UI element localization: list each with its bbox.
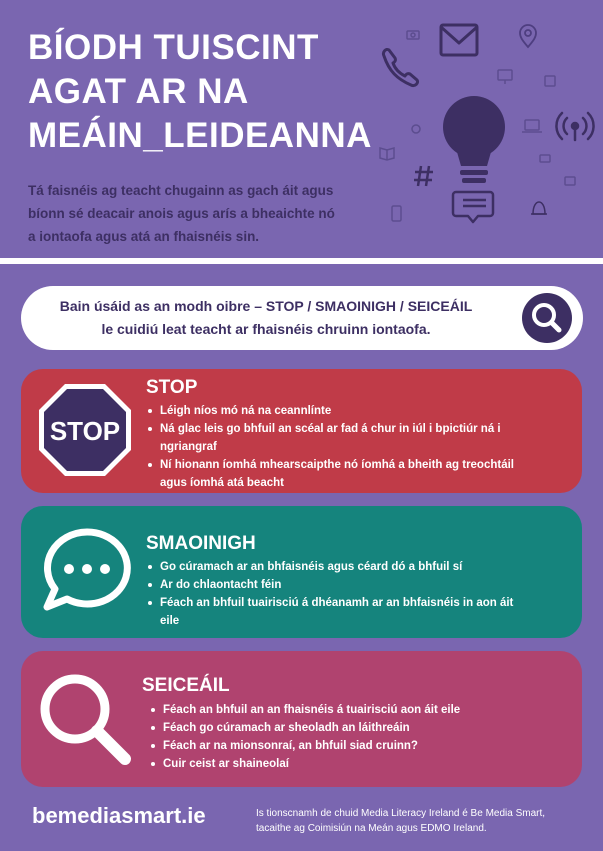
list-item-line: agus íomhá atá beacht: [160, 477, 284, 489]
list-item-line: Ná glac leis go bhfuil an scéal ar fad á chur in iúl i bpictiúr ná i: [160, 423, 501, 435]
footer-note-line: Is tionscnamh de chuid Media Literacy Ireland é Be Media Smart,: [256, 808, 546, 819]
intro-text: [28, 179, 408, 248]
list-item: Léigh níos mó ná na ceannlínte: [148, 402, 568, 420]
header: [0, 0, 603, 258]
banner-line: le cuidiú leat teacht ar fhaisnéis chruinn iontaofa.: [101, 321, 431, 337]
phone-icon: [383, 49, 417, 85]
bullet-list: [148, 558, 568, 630]
footer-note-line: tacaithe ag Coimisiún na Meán agus EDMO Ireland.: [256, 823, 487, 834]
stop-sign-icon: [35, 380, 135, 480]
chat-bubble-icon: [453, 192, 493, 222]
camera-icon: [407, 31, 419, 39]
card-title: STOP: [146, 377, 198, 398]
list-item: Féach go cúramach ar sheoladh an láithreáin: [151, 719, 561, 737]
list-item-line: Ní hionann íomhá mhearscaipthe nó íomhá a bheith ag treochtáil: [160, 459, 514, 471]
small-device-icon: [545, 76, 555, 86]
card-title: SMAOINIGH: [146, 533, 256, 554]
list-item: Ar do chlaontacht féin: [148, 576, 568, 594]
card-title: SEICEÁIL: [142, 675, 230, 696]
title-line: BÍODH TUISCINT: [28, 28, 319, 67]
list-item: Go cúramach ar an bhfaisnéis agus céard dó a bhfuil sí: [148, 558, 568, 576]
site-link[interactable]: bemediasmart.ie: [32, 803, 206, 828]
card-stop: [21, 369, 582, 493]
speech-bubble-icon: [37, 522, 137, 622]
list-item: Féach an bhfuil an an fhaisnéis á tuairisciú aon áit eile: [151, 701, 561, 719]
card-think: [21, 506, 582, 638]
bullet-list: [151, 701, 561, 773]
list-item: [148, 594, 568, 630]
monitor-icon: [498, 70, 512, 84]
title-line: AGAT AR NA: [28, 72, 249, 111]
laptop-icon: [522, 120, 542, 132]
title-line: MEÁIN_LEIDEANNA: [28, 116, 372, 155]
page-title: [28, 26, 388, 158]
broadcast-icon: [556, 113, 593, 140]
envelope-icon: [441, 25, 477, 55]
list-item: Féach ar na mionsonraí, an bhfuil siad cruinn?: [151, 737, 561, 755]
banner-line: Bain úsáid as an modh oibre – STOP / SMAOINIGH / SEICEÁIL: [59, 298, 473, 314]
footer-note: [256, 806, 586, 836]
intro-line: a iontaofa agus atá an fhaisnéis sin.: [28, 229, 260, 244]
map-pin-icon: [520, 25, 536, 47]
card-check: [21, 651, 582, 787]
small-card-icon: [540, 155, 575, 185]
method-banner: [21, 286, 583, 350]
bullet-list: [148, 402, 568, 492]
magnifier-icon: [522, 293, 572, 343]
list-item-line: eile: [160, 615, 180, 627]
list-item-line: ngriangraf: [160, 441, 217, 453]
list-item: [148, 420, 568, 456]
banner-text: [31, 295, 501, 341]
magnifier-icon: [35, 669, 135, 769]
list-item-line: Féach an bhfuil tuairisciú á dhéanamh ar an bhfaisnéis in aon áit: [160, 597, 514, 609]
bell-icon: [531, 202, 547, 214]
divider: [0, 258, 603, 264]
list-item: [148, 456, 568, 492]
intro-line: Tá faisnéis ag teacht chugainn as gach áit agus: [28, 183, 334, 198]
hashtag-icon: [414, 166, 433, 186]
intro-line: bíonn sé deacair anois agus arís a bheaichte nó: [28, 206, 335, 221]
lightbulb-icon: [443, 96, 505, 183]
search-button[interactable]: [522, 293, 572, 343]
stop-sign-text: STOP: [49, 416, 121, 446]
apple-icon: [412, 125, 420, 133]
list-item: Cuir ceist ar shaineolaí: [151, 755, 561, 773]
